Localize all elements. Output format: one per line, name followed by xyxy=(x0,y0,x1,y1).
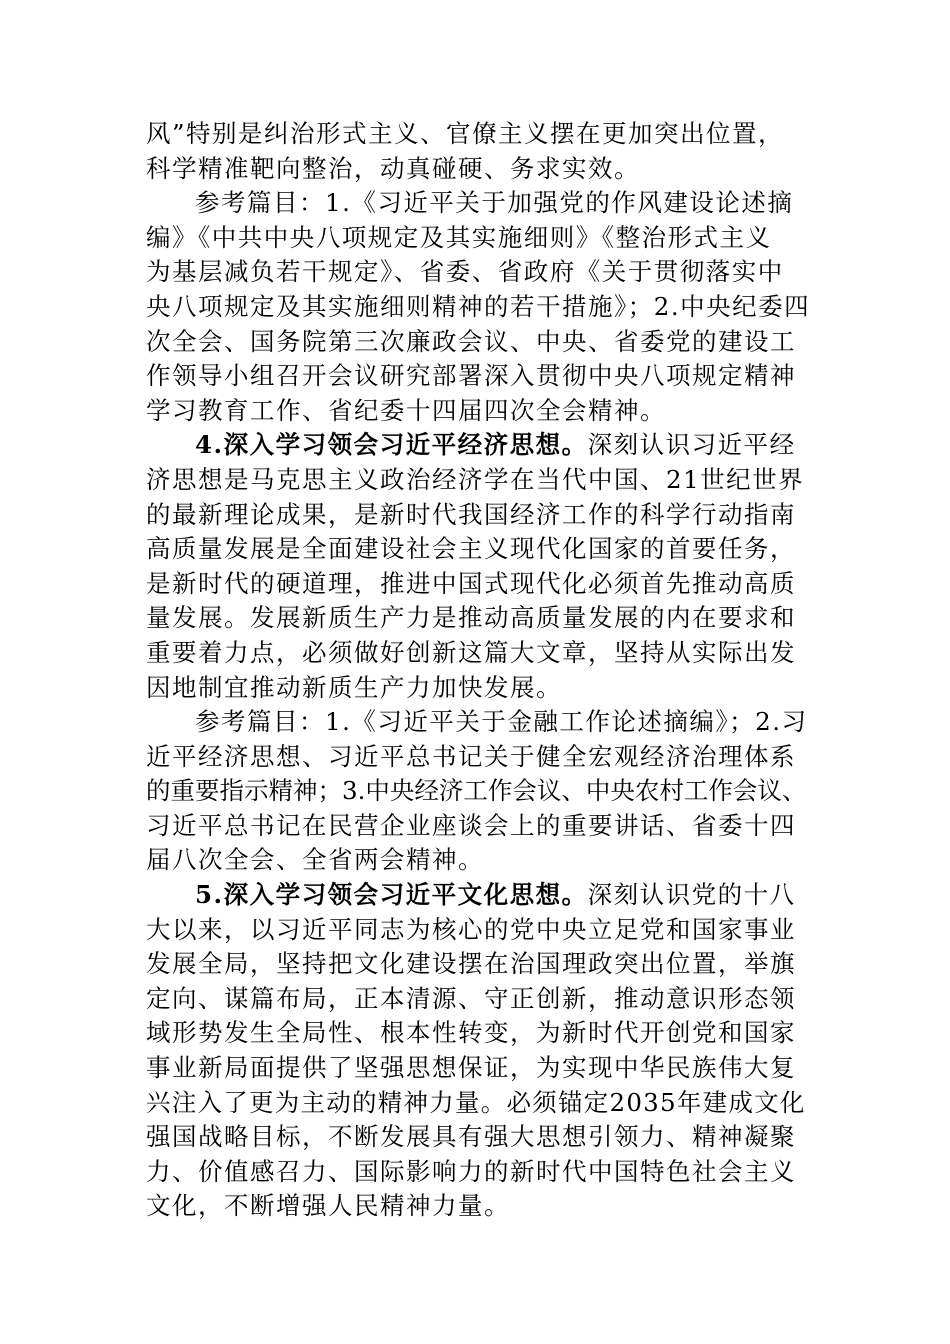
line-text: 因地制宜推动新质生产力加快发展。 xyxy=(146,672,562,702)
body-text-line xyxy=(146,1155,810,1190)
line-text: 量发展。发展新质生产力是推动高质量发展的内在要求和 xyxy=(146,603,796,633)
body-text-line xyxy=(146,1016,810,1051)
line-text: 深刻认识习近平经 xyxy=(587,430,796,460)
body-text-line xyxy=(146,359,810,394)
body-text-line xyxy=(146,498,810,533)
line-text: 深刻认识党的十八 xyxy=(587,880,796,910)
body-text-line xyxy=(146,913,810,948)
body-text-line xyxy=(146,1189,810,1224)
section-heading-line xyxy=(146,878,810,913)
body-text-line xyxy=(146,532,810,567)
body-text-line xyxy=(146,152,810,187)
body-text-line xyxy=(146,394,810,429)
body-text-line xyxy=(146,1086,810,1121)
body-text-line xyxy=(146,1051,810,1086)
line-text: 参考篇目：1.《习近平关于加强党的作风建设论述摘 xyxy=(195,188,794,218)
body-text-line xyxy=(146,221,810,256)
line-text: 科学精准靶向整治，动真碰硬、务求实效。 xyxy=(146,153,640,183)
line-text: 作领导小组召开会议研究部署深入贯彻中央八项规定精神 xyxy=(146,361,796,391)
line-text: 事业新局面提供了坚强思想保证，为实现中华民族伟大复 xyxy=(146,1053,796,1083)
line-text: 央八项规定及其实施细则精神的若干措施》；2.中央纪委四 xyxy=(146,291,811,321)
line-text: 学习教育工作、省纪委十四届四次全会精神。 xyxy=(146,395,666,425)
body-text-line xyxy=(146,255,810,290)
body-text-line xyxy=(146,671,810,706)
body-text-line xyxy=(146,809,810,844)
line-text: 近平经济思想、习近平总书记关于健全宏观经济治理体系 xyxy=(146,741,796,771)
line-text: 大以来，以习近平同志为核心的党中央立足党和国家事业 xyxy=(146,914,796,944)
line-text: 为基层减负若干规定》、省委、省政府《关于贯彻落实中 xyxy=(146,257,784,287)
line-text: 济思想是马克思主义政治经济学在当代中国、21世纪世界 xyxy=(146,464,805,494)
line-text: 风”特别是纠治形式主义、官僚主义摆在更加突出位置， xyxy=(146,119,785,148)
line-text: 习近平总书记在民营企业座谈会上的重要讲话、省委十四 xyxy=(146,810,796,840)
section-heading: 4.深入学习领会习近平经济思想。 xyxy=(195,430,588,460)
body-text-line xyxy=(146,740,810,775)
line-text: 强国战略目标，不断发展具有强大思想引领力、精神凝聚 xyxy=(146,1122,796,1152)
line-text: 兴注入了更为主动的精神力量。必须锚定2035年建成文化 xyxy=(146,1087,806,1117)
document-page xyxy=(146,117,810,1224)
section-heading-line xyxy=(146,428,810,463)
body-text-line xyxy=(146,601,810,636)
body-text-line xyxy=(146,117,810,152)
line-text: 的重要指示精神；3.中央经济工作会议、中央农村工作会议、 xyxy=(146,776,807,806)
line-text: 定向、谋篇布局，正本清源、守正创新，推动意识形态领 xyxy=(146,983,796,1013)
line-text: 发展全局，坚持把文化建设摆在治国理政突出位置，举旗 xyxy=(146,949,796,979)
line-text: 参考篇目：1.《习近平关于金融工作论述摘编》；2.习 xyxy=(195,707,808,737)
body-text-line xyxy=(146,290,810,325)
line-text: 力、价值感召力、国际影响力的新时代中国特色社会主义 xyxy=(146,1156,796,1186)
body-text-line xyxy=(146,843,810,878)
line-text: 届八次全会、全省两会精神。 xyxy=(146,845,484,875)
body-text-line xyxy=(146,947,810,982)
line-text: 重要着力点，必须做好创新这篇大文章，坚持从实际出发 xyxy=(146,637,796,667)
body-text-line xyxy=(146,636,810,671)
line-text: 是新时代的硬道理，推进中国式现代化必须首先推动高质 xyxy=(146,568,796,598)
line-text: 的最新理论成果，是新时代我国经济工作的科学行动指南 xyxy=(146,499,796,529)
section-heading: 5.深入学习领会习近平文化思想。 xyxy=(195,880,588,910)
body-text-line xyxy=(146,1120,810,1155)
body-text-line xyxy=(146,567,810,602)
line-text: 高质量发展是全面建设社会主义现代化国家的首要任务， xyxy=(146,534,796,564)
line-text: 文化，不断增强人民精神力量。 xyxy=(146,1191,510,1221)
line-text: 域形势发生全局性、根本性转变，为新时代开创党和国家 xyxy=(146,1018,796,1048)
body-text-line xyxy=(146,774,810,809)
line-text: 次全会、国务院第三次廉政会议、中央、省委党的建设工 xyxy=(146,326,796,356)
body-text-line xyxy=(146,705,810,740)
line-text: 编》《中共中央八项规定及其实施细则》《整治形式主义 xyxy=(146,222,772,252)
body-text-line xyxy=(146,463,810,498)
body-text-line xyxy=(146,982,810,1017)
body-text-line xyxy=(146,325,810,360)
body-text-line xyxy=(146,186,810,221)
